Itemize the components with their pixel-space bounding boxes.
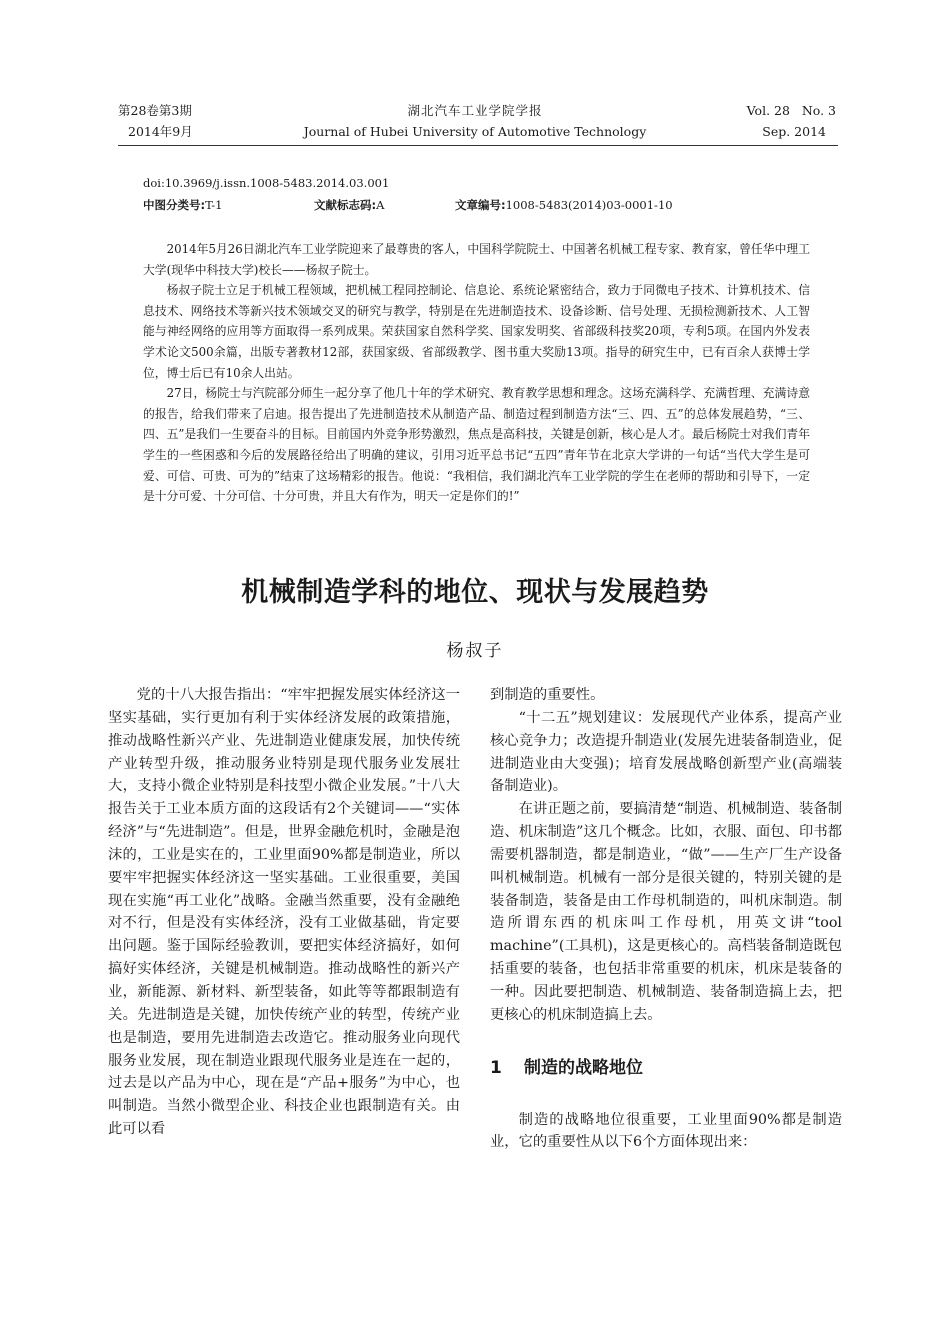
header-divider — [118, 145, 838, 146]
clc-number — [143, 197, 223, 213]
article-number — [455, 197, 673, 213]
section-heading — [490, 1057, 842, 1080]
doc-code-value: A — [376, 198, 385, 212]
body-paragraph: 党的十八大报告指出：“牢牢把握发展实体经济这一坚实基础，实行更加有利于实体经济发展的政策措施，推动战略性新兴产业、先进制造业健康发展，加快传统产业转型升级，推动服务业特别是现代服务业发展壮大，支持小微企业特别是科技型小微企业发展。”十八大报告关于工业本质方面的这段话有2个关键词——“实体经济”与“先进制造”。但是，世界金融危机时，金融是泡沫的，工业是实在的，工业里面90%都是制造业，所以要牢牢把握实体经济这一坚实基础。工业很重要，美国现在实施“再工业化”战略。金融当然重要，没有金融绝对不行，但是没有实体经济，没有工业做基础，肯定要出问题。鉴于国际经验教训，要把实体经济搞好，如何搞好实体经济，关键是机械制造。推动战略性的新兴产业，新能源、新材料、新型装备，如此等等都跟制造有关。先进制造是关键，加快传统产业的转型，传统产业也是制造，要用先进制造去改造它。推动服务业向现代服务业发展，现在制造业跟现代服务业是连在一起的，过去是以产品为中心，现在是“产品+服务”为中心，也叫制造。当然小微型企业、科技企业也跟制造有关。由此可以看 — [108, 687, 460, 1138]
clc-value: T-1 — [205, 198, 223, 212]
intro-paragraph: 杨叔子院士立足于机械工程领域，把机械工程同控制论、信息论、系统论紧密结合，致力于同微电子技术、计算机技术、信息技术、网络技术等新兴技术领域交叉的研究与教学，特别是在先进制造技术、设备诊断、信号处理、无损检测新技术、人工智能与神经网络的应用等方面取得一系列成果。荣获国家自然科学奖、国家发明奖、省部级科技奖20项，专利5项。在国内外发表学术论文500余篇，出版专著教材12部，获国家级、省部级教学、图书重大奖励13项。指导的研究生中，已有百余人获博士学位，博士后已有10余人出站。 — [143, 283, 810, 380]
header-date-cn: 2014年9月 — [128, 124, 193, 139]
header-date-en: Sep. 2014 — [762, 124, 826, 139]
article-no-label: 文章编号: — [455, 198, 506, 212]
body-paragraph: “十二五”规划建议：发展现代产业体系，提高产业核心竞争力；改造提升制造业(发展先进装备制造业，促进制造业由大变强)；培育发展战略创新型产业(高端装备制造业)。 — [490, 709, 842, 795]
editor-introduction — [143, 239, 810, 507]
header-volume-issue-en: Vol. 28 No. 3 — [746, 103, 836, 118]
intro-paragraph: 27日，杨院士与汽院部分师生一起分享了他几十年的学术研究、教育教学思想和理念。这场充满科学、充满哲理、充满诗意的报告，给我们带来了启迪。报告提出了先进制造技术从制造产品、制造过程到制造方法“三、四、五”的总体发展趋势，“三、四、五”是我们一生要奋斗的目标。目前国内外竞争形势激烈，焦点是高科技，关键是创新，核心是人才。最后杨院士对我们青年学生的一些困惑和今后的发展路径给出了明确的建议，引用习近平总书记“五四”青年节在北京大学讲的一句话“当代大学生是可爱、可信、可贵、可为的”结束了这场精彩的报告。他说：“我相信，我们湖北汽车工业学院的学生在老师的帮助和引导下，一定是十分可爱、十分可信、十分可贵，并且大有作为，明天一定是你们的!” — [143, 386, 810, 504]
article-no-value: 1008-5483(2014)03-0001-10 — [505, 198, 673, 212]
body-right-column — [490, 684, 842, 1154]
body-left-column — [108, 684, 460, 1141]
document-code — [314, 197, 384, 213]
section-number: 1 — [490, 1057, 502, 1078]
intro-paragraph: 2014年5月26日湖北汽车工业学院迎来了最尊贵的客人，中国科学院院士、中国著名机械工程专家、教育家，曾任华中理工大学(现华中科技大学)校长——杨叔子院士。 — [143, 242, 810, 277]
journal-title-cn: 湖北汽车工业学院学报 — [407, 103, 543, 118]
body-paragraph-continued: 到制造的重要性。 — [490, 687, 605, 703]
body-paragraph: 在讲正题之前，要搞清楚“制造、机械制造、装备制造、机床制造”这几个概念。比如，衣服、面包、印书都需要机器制造，都是制造业，“做”——生产厂生产设备叫机械制造。机械有一部分是很关键的，特别关键的是装备制造，装备是由工作母机制造的，叫机床制造。制造所谓东西的机床叫工作母机，用英文讲“tool machine”(工具机)，这是更核心的。高档装备制造既包括重要的装备，也包括非常重要的机床，机床是装备的一种。因此要把制造、机械制造、装备制造搞上去，把更核心的机床制造搞上去。 — [490, 801, 842, 1023]
section-title: 制造的战略地位 — [524, 1057, 643, 1078]
article-title: 机械制造学科的地位、现状与发展趋势 — [241, 577, 709, 608]
journal-title-en: Journal of Hubei University of Automotive Technology — [303, 124, 647, 139]
clc-label: 中图分类号: — [143, 198, 206, 212]
doc-code-label: 文献标志码: — [314, 198, 377, 212]
body-paragraph: 制造的战略地位很重要，工业里面90%都是制造业，它的重要性从以下6个方面体现出来： — [490, 1111, 842, 1151]
article-author: 杨叔子 — [446, 641, 504, 661]
doi-line: doi:10.3969/j.issn.1008-5483.2014.03.001 — [143, 176, 390, 190]
header-volume-issue-cn: 第28卷第3期 — [118, 103, 192, 118]
